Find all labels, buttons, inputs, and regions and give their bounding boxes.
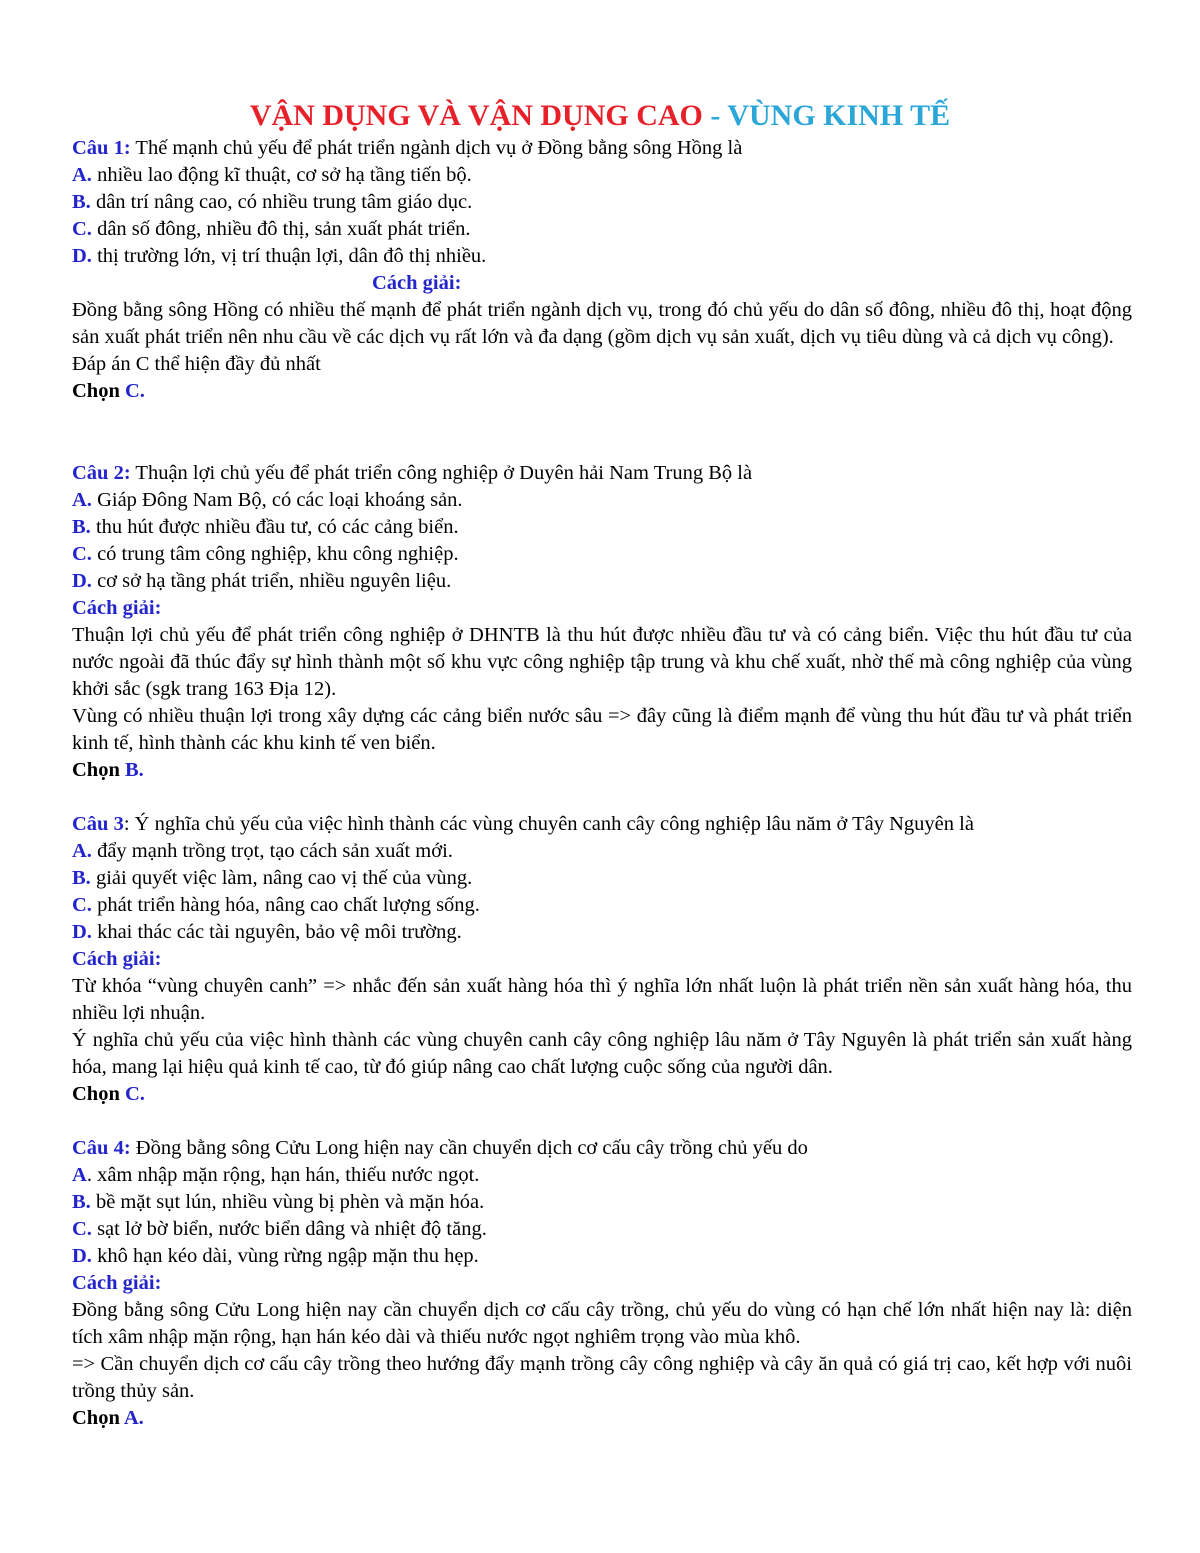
option-letter: D. <box>72 921 92 943</box>
option-letter: A. <box>72 164 92 186</box>
option-text: dân số đông, nhiều đô thị, sản xuất phát triển. <box>91 218 471 240</box>
option-letter: A. <box>72 489 92 511</box>
option-a <box>72 162 1132 189</box>
option-b <box>72 189 1132 216</box>
answer-line <box>72 378 1132 405</box>
option-b <box>72 1189 1132 1216</box>
option-text: khai thác các tài nguyên, bảo vệ môi trường. <box>91 921 462 943</box>
choose-label: Chọn <box>72 380 120 402</box>
question-text: Đồng bằng sông Cửu Long hiện nay cần chuyển dịch cơ cấu cây trồng chủ yếu do <box>130 1137 808 1159</box>
question-label: Câu 3 <box>72 813 124 835</box>
question-text: Thế mạnh chủ yếu để phát triển ngành dịch vụ ở Đồng bằng sông Hồng là <box>130 137 743 159</box>
question-stem <box>72 460 1132 487</box>
answer-value: C. <box>124 380 145 402</box>
solution-paragraph: Từ khóa “vùng chuyên canh” => nhắc đến sản xuất hàng hóa thì ý nghĩa lớn nhất luộn là phát triển nền sản xuất hàng hóa, thu nhiều lợi nhuận. <box>72 975 1132 1024</box>
option-c <box>72 1216 1132 1243</box>
answer-line <box>72 757 1132 784</box>
option-letter: D. <box>72 245 92 267</box>
option-text: nhiều lao động kĩ thuật, cơ sở hạ tầng tiến bộ. <box>91 164 472 186</box>
option-c <box>72 216 1132 243</box>
answer-line <box>72 1081 1132 1108</box>
solution-paragraph: => Cần chuyển dịch cơ cấu cây trồng theo hướng đẩy mạnh trồng cây công nghiệp và cây ăn quả có giá trị cao, kết hợp với nuôi trồng thủy sản. <box>72 1353 1132 1402</box>
option-letter: B. <box>72 867 91 889</box>
solution-heading: Cách giải: <box>72 1272 162 1294</box>
choose-label: Chọn <box>72 1083 120 1105</box>
solution-heading: Cách giải: <box>372 272 462 294</box>
question-label: Câu 2: <box>72 462 131 484</box>
solution-paragraph: Đáp án C thể hiện đầy đủ nhất <box>72 353 321 375</box>
answer-line <box>72 1405 1132 1432</box>
option-text: cơ sở hạ tầng phát triển, nhiều nguyên liệu. <box>91 570 452 592</box>
question-stem <box>72 1135 1132 1162</box>
option-letter: B. <box>72 516 91 538</box>
option-text: giải quyết việc làm, nâng cao vị thế của vùng. <box>90 867 473 889</box>
question-3 <box>72 811 1132 1108</box>
answer-value: A. <box>123 1407 144 1429</box>
option-a <box>72 838 1132 865</box>
title-separator: - <box>702 99 728 132</box>
option-letter: C. <box>72 218 92 240</box>
option-b <box>72 514 1132 541</box>
option-d <box>72 919 1132 946</box>
question-stem <box>72 811 1132 838</box>
solution-paragraph: Ý nghĩa chủ yếu của việc hình thành các vùng chuyên canh cây công nghiệp lâu năm ở Tây Nguyên là phát triển sản xuất hàng hóa, mang lại hiệu quả kinh tế cao, từ đó giúp nâng cao chất lượng cuộc sống của người dân. <box>72 1029 1132 1078</box>
option-letter: D. <box>72 1245 92 1267</box>
question-text: Thuận lợi chủ yếu để phát triển công nghiệp ở Duyên hải Nam Trung Bộ là <box>130 462 753 484</box>
option-d <box>72 568 1132 595</box>
option-letter: B. <box>72 1191 91 1213</box>
option-a <box>72 1162 1132 1189</box>
option-text: có trung tâm công nghiệp, khu công nghiệp. <box>91 543 459 565</box>
option-letter: B. <box>72 191 91 213</box>
title-part-2: VÙNG KINH TẾ <box>727 99 951 132</box>
question-label: Câu 4: <box>72 1137 131 1159</box>
option-d <box>72 243 1132 270</box>
option-text: thị trường lớn, vị trí thuận lợi, dân đô thị nhiều. <box>91 245 487 267</box>
title-part-1: VẬN DỤNG VÀ VẬN DỤNG CAO <box>249 99 703 132</box>
solution-heading: Cách giải: <box>72 948 162 970</box>
solution-heading: Cách giải: <box>72 597 162 619</box>
document-title <box>0 98 1200 134</box>
option-text: bề mặt sụt lún, nhiều vùng bị phèn và mặn hóa. <box>90 1191 485 1213</box>
option-b <box>72 865 1132 892</box>
option-text: dân trí nâng cao, có nhiều trung tâm giáo dục. <box>90 191 473 213</box>
option-a <box>72 487 1132 514</box>
answer-value: C. <box>124 1083 145 1105</box>
option-letter: C. <box>72 894 92 916</box>
question-4 <box>72 1135 1132 1432</box>
question-text: : Ý nghĩa chủ yếu của việc hình thành các vùng chuyên canh cây công nghiệp lâu năm ở Tây Nguyên là <box>123 813 974 835</box>
option-text: sạt lở bờ biển, nước biển dâng và nhiệt độ tăng. <box>91 1218 487 1240</box>
option-text: khô hạn kéo dài, vùng rừng ngập mặn thu hẹp. <box>91 1245 479 1267</box>
option-letter: C. <box>72 543 92 565</box>
question-label: Câu 1: <box>72 137 131 159</box>
option-c <box>72 892 1132 919</box>
option-d <box>72 1243 1132 1270</box>
solution-paragraph: Đồng bằng sông Cửu Long hiện nay cần chuyển dịch cơ cấu cây trồng, chủ yếu do vùng có hạn chế lớn nhất hiện nay là: diện tích xâm nhập mặn rộng, hạn hán kéo dài và thiếu nước ngọt nghiêm trọng vào mùa khô. <box>72 1299 1132 1348</box>
option-text: thu hút được nhiều đầu tư, có các cảng biển. <box>90 516 459 538</box>
question-2 <box>72 460 1132 784</box>
question-1 <box>72 135 1132 405</box>
option-letter: D. <box>72 570 92 592</box>
option-text: . xâm nhập mặn rộng, hạn hán, thiếu nước ngọt. <box>86 1164 480 1186</box>
solution-paragraph: Thuận lợi chủ yếu để phát triển công nghiệp ở DHNTB là thu hút được nhiều đầu tư và có cảng biển. Việc thu hút đầu tư của nước ngoài đã thúc đẩy sự hình thành một số khu vực công nghiệp tập trung và khu chế xuất, nhờ thế mà công nghiệp của vùng khởi sắc (sgk trang 163 Địa 12). <box>72 624 1132 700</box>
option-c <box>72 541 1132 568</box>
option-letter: C. <box>72 1218 92 1240</box>
option-letter: A <box>72 1164 87 1186</box>
question-stem <box>72 135 1132 162</box>
option-letter: A. <box>72 840 92 862</box>
solution-paragraph: Đồng bằng sông Hồng có nhiều thế mạnh để phát triển ngành dịch vụ, trong đó chủ yếu do dân số đông, nhiều đô thị, hoạt động sản xuất phát triển nên nhu cầu về các dịch vụ rất lớn và đa dạng (gồm dịch vụ sản xuất, dịch vụ tiêu dùng và cả dịch vụ công). <box>72 299 1132 348</box>
option-text: phát triển hàng hóa, nâng cao chất lượng sống. <box>91 894 480 916</box>
answer-value: B. <box>124 759 144 781</box>
option-text: Giáp Đông Nam Bộ, có các loại khoáng sản. <box>91 489 463 511</box>
solution-paragraph: Vùng có nhiều thuận lợi trong xây dựng các cảng biển nước sâu => đây cũng là điểm mạnh để vùng thu hút đầu tư và phát triển kinh tế, hình thành các khu kinh tế ven biển. <box>72 705 1132 754</box>
choose-label: Chọn <box>72 759 120 781</box>
choose-label: Chọn <box>72 1407 120 1429</box>
option-text: đẩy mạnh trồng trọt, tạo cách sản xuất mới. <box>91 840 453 862</box>
